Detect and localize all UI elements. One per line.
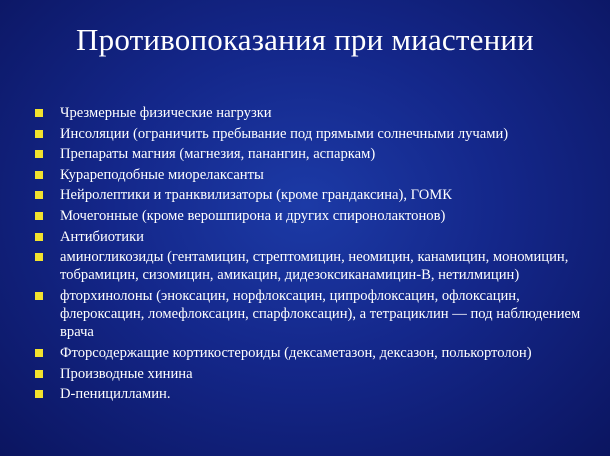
bullet-text: Мочегонные (кроме верошпирона и других спиронолактонов): [60, 207, 446, 224]
bullet-square-icon: [35, 370, 43, 378]
bullet-text: Чрезмерные физические нагрузки: [60, 105, 272, 121]
bullet-text: Инсоляции (ограничить пребывание под прямыми солнечными лучами): [60, 125, 509, 142]
bullet-list: [34, 104, 594, 406]
bullet-square-icon: [35, 171, 43, 179]
bullet-square-icon: [35, 292, 43, 300]
bullet-item: [34, 344, 594, 362]
bullet-square-icon: [35, 349, 43, 357]
bullet-square-icon: [35, 191, 43, 199]
bullet-square-icon: [35, 233, 43, 241]
bullet-text: аминогликозиды (гентамицин, стрептомицин, неомицин, канамицин, мономицин, тобрамицин, сизомицин, амикацин, дидезоксиканамицин-В, нетилмицин): [60, 249, 569, 284]
bullet-item: [34, 287, 594, 342]
bullet-item: [34, 248, 594, 284]
bullet-text: фторхинолоны (эноксацин, норфлоксацин, ципрофлоксацин, офлоксацин, флероксацин, ломефлоксацин, спарфлоксацин), а тетрациклин — под наблюдением врача: [60, 287, 581, 341]
bullet-text: Нейролептики и транквилизаторы (кроме грандаксина), ГОМК: [60, 187, 452, 204]
bullet-item: [34, 207, 594, 225]
bullet-square-icon: [35, 109, 43, 117]
slide-title: Противопоказания при миастении: [76, 22, 534, 57]
bullet-text: Производные хинина: [60, 365, 193, 382]
bullet-item: [34, 186, 594, 204]
bullet-square-icon: [35, 212, 43, 220]
bullet-item: [34, 228, 594, 246]
bullet-item: [34, 166, 594, 184]
bullet-item: [34, 104, 594, 122]
bullet-text: D-пеницилламин.: [60, 386, 171, 403]
bullet-square-icon: [35, 253, 43, 261]
bullet-square-icon: [35, 130, 43, 138]
bullet-item: [34, 125, 594, 143]
bullet-item: [34, 145, 594, 163]
bullet-text: Курареподобные миорелаксанты: [60, 166, 264, 183]
bullet-square-icon: [35, 390, 43, 398]
bullet-text: Антибиотики: [60, 228, 144, 245]
bullet-square-icon: [35, 150, 43, 158]
bullet-item: [34, 365, 594, 383]
bullet-item: [34, 385, 594, 403]
bullet-text: Препараты магния (магнезия, панангин, аспаркам): [60, 146, 376, 163]
bullet-text: Фторсодержащие кортикостероиды (дексаметазон, дексазон, полькортолон): [60, 344, 532, 361]
